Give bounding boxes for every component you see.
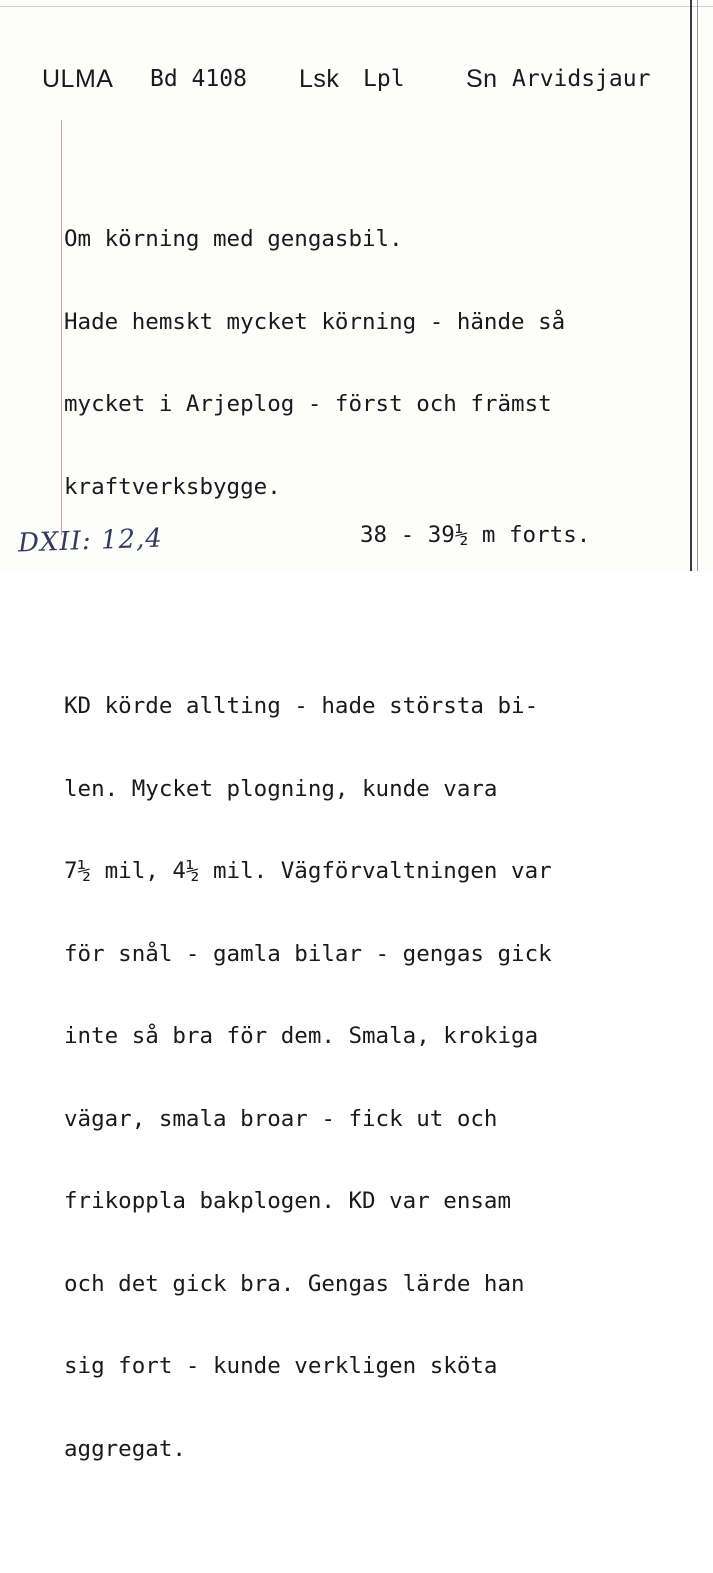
paragraph-2 [64,638,684,1518]
text-line: och det gick bra. Gengas lärde han [64,1270,525,1297]
card-right-edge-shadow [697,0,698,571]
province-code: Lsk [299,65,340,93]
text-line: frikoppla bakplogen. KD var ensam [64,1188,512,1214]
page-reference: 38 - 39½ m forts. [360,522,591,548]
text-line: inte så bra för dem. Smala, krokiga [64,1023,539,1049]
card-right-edge [690,0,692,571]
text-line: 7½ mil, 4½ mil. Vägförvaltningen var [64,858,552,884]
text-line: kraftverksbygge. [64,473,281,500]
text-line: len. Mycket plogning, kunde vara [64,775,498,802]
margin-line [61,120,62,535]
text-line: sig fort - kunde verkligen sköta [64,1353,498,1379]
text-line: aggregat. [64,1435,186,1462]
text-line: vägar, smala broar - fick ut och [64,1105,498,1132]
text-line: för snål - gamla bilar - gengas gick [64,940,552,967]
text-line: Hade hemskt mycket körning - hände så [64,308,566,335]
text-line: mycket i Arjeplog - först och främst [64,391,552,417]
province-name: Lpl [363,66,405,92]
text-line: Om körning med gengasbil. [64,226,403,252]
paragraph-1 [64,171,684,556]
parish-name: Arvidsjaur [512,66,651,92]
top-rule [0,6,713,7]
card-body [64,116,684,1573]
volume-number: Bd 4108 [150,66,247,92]
parish-label: Sn [466,65,498,93]
handwritten-note: DXII: 12,4 [17,523,164,559]
text-line: KD körde allting - hade största bi- [64,693,539,719]
archive-code: ULMA [42,65,114,93]
